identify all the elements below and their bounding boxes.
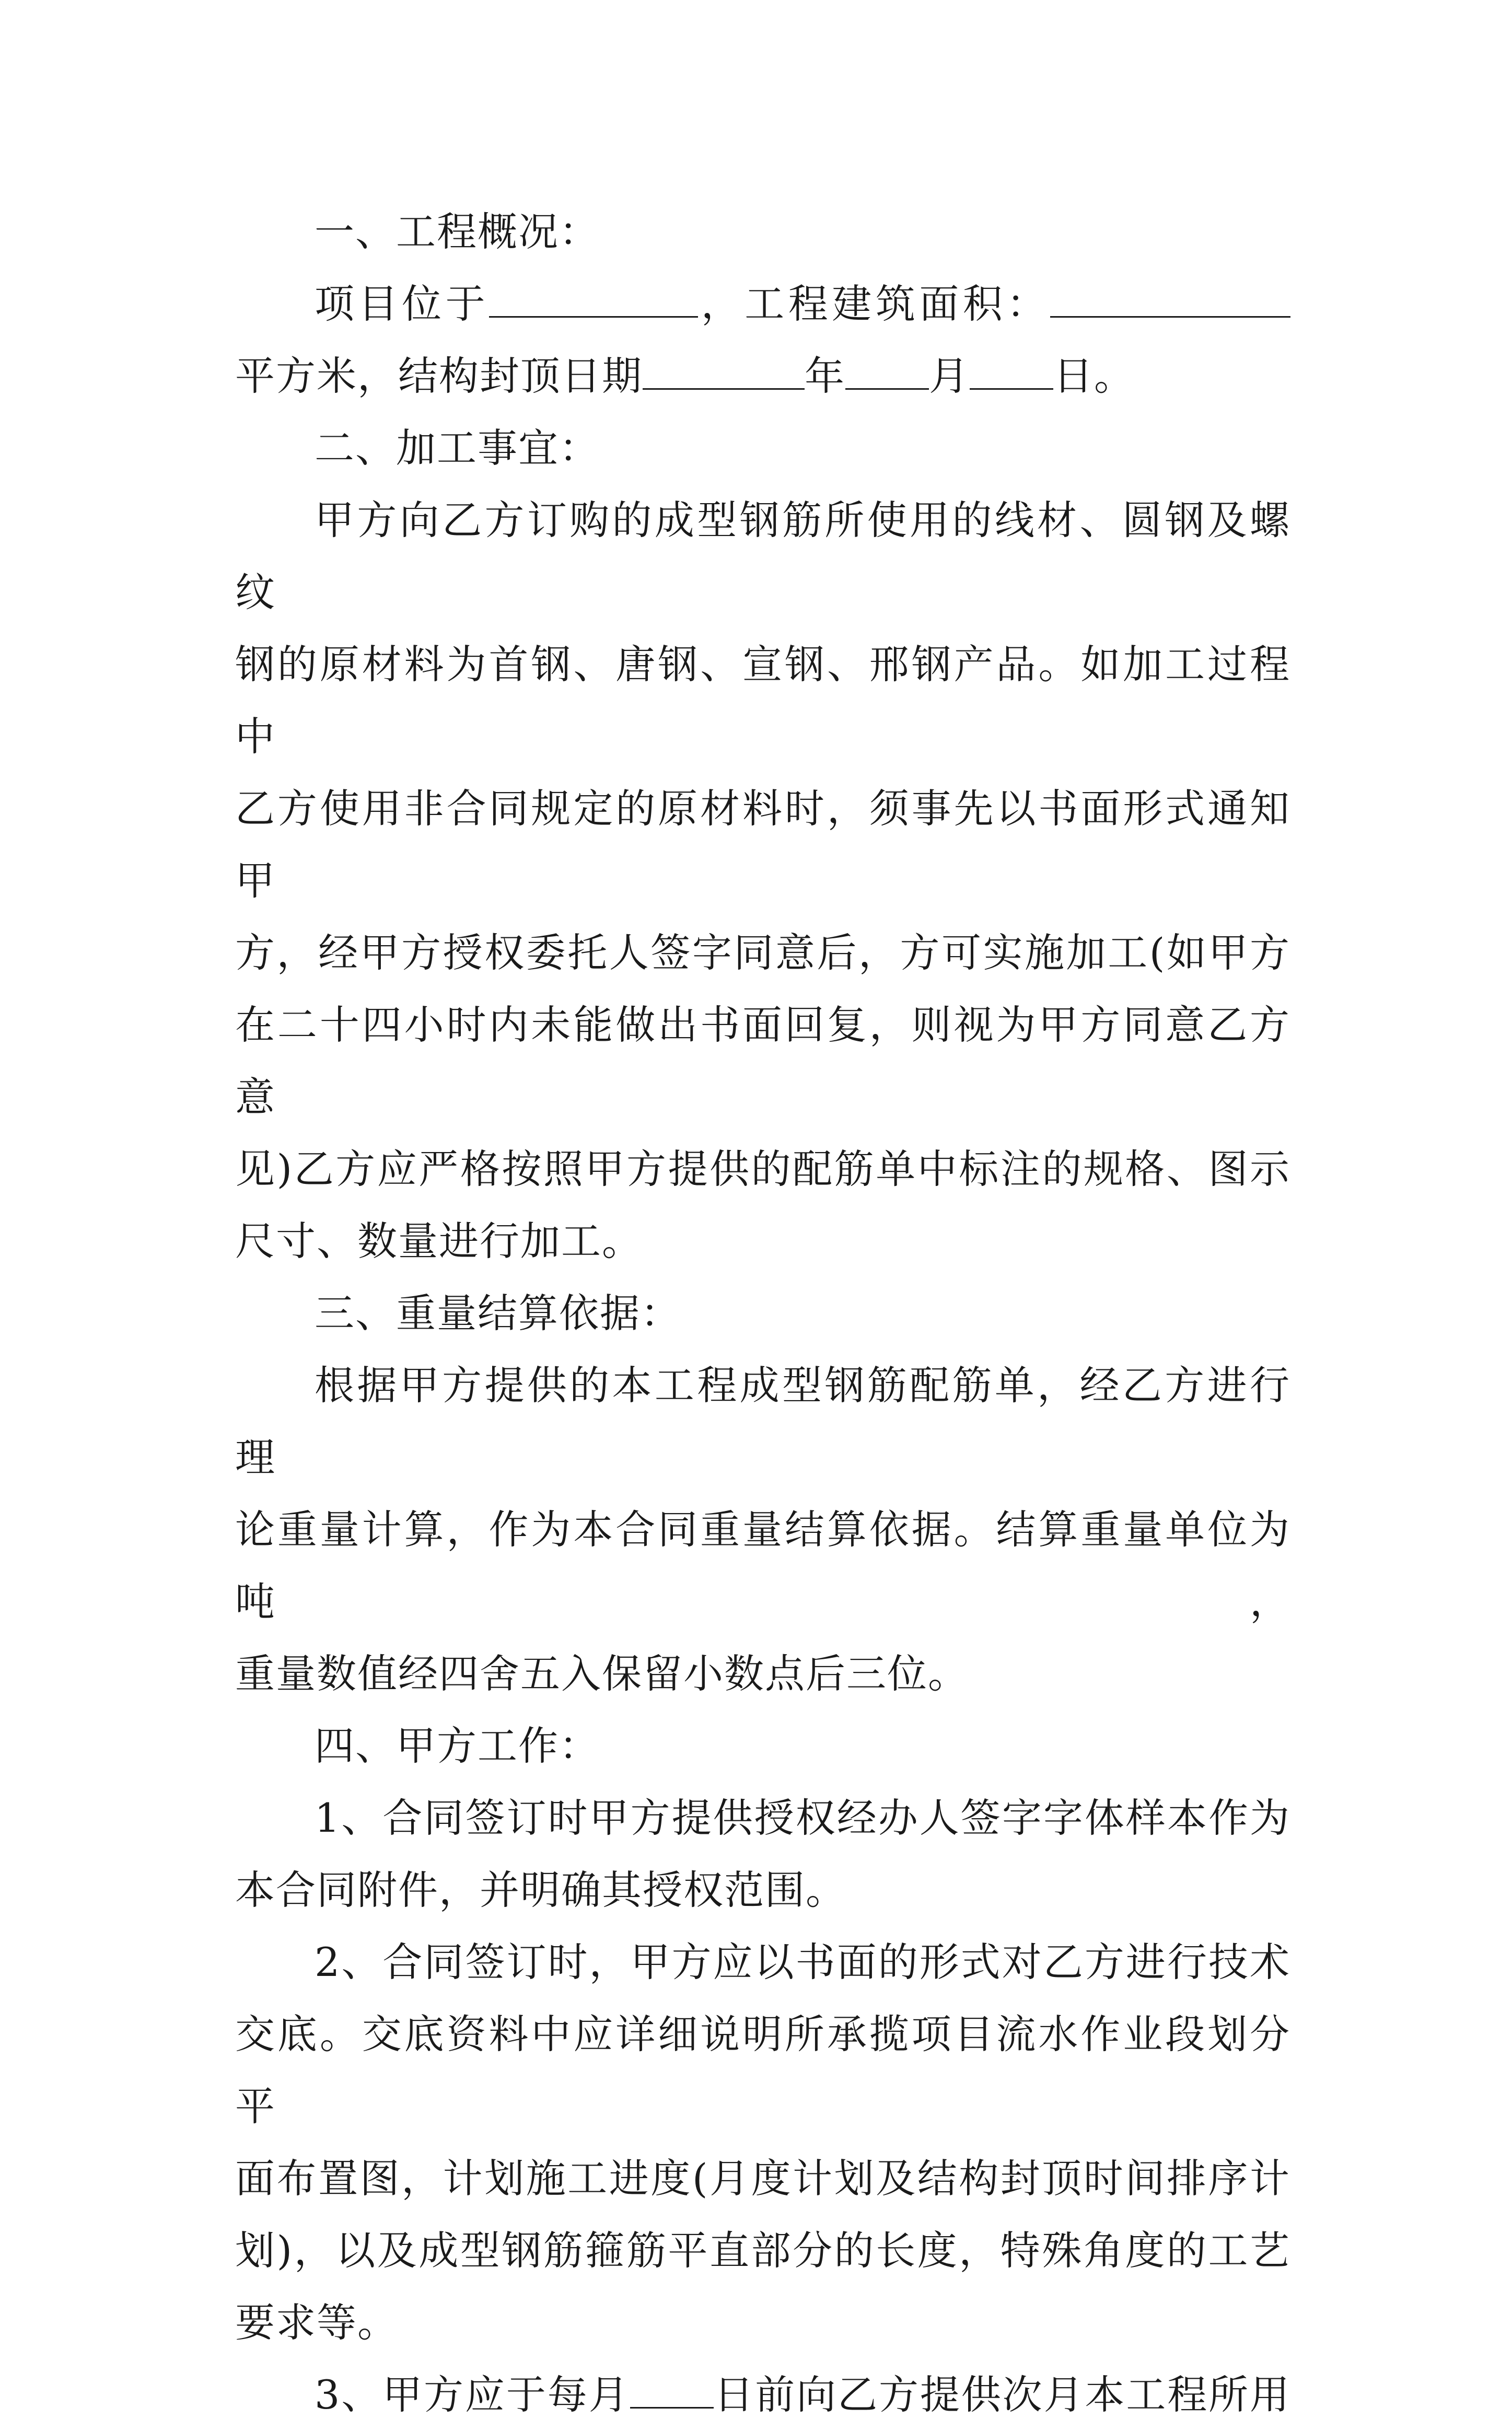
processing-line: 甲方向乙方订购的成型钢筋所使用的线材、圆钢及螺纹 bbox=[235, 497, 1290, 615]
processing-line: 方，经甲方授权委托人签字同意后，方可实施加工(如甲方 bbox=[235, 929, 1290, 976]
duty-item-2-line: 要求等。 bbox=[235, 2299, 398, 2346]
processing-line: 钢的原材料为首钢、唐钢、宣钢、邢钢产品。如加工过程中 bbox=[235, 641, 1290, 760]
overview-line-2: 平方米，结构封顶日期 年 月 日。 bbox=[235, 353, 1135, 399]
duty-item-2-line: 面布置图，计划施工进度(月度计划及结构封顶时间排序计 bbox=[235, 2155, 1290, 2202]
processing-line: 见)乙方应严格按照甲方提供的配筋单中标注的规格、图示 bbox=[235, 1146, 1290, 1192]
processing-line: 尺寸、数量进行加工。 bbox=[235, 1218, 643, 1264]
section-heading-processing: 二、加工事宜： bbox=[315, 425, 600, 471]
day-blank[interactable] bbox=[970, 352, 1053, 390]
duty-item-2-line: 2、合同签订时，甲方应以书面的形式对乙方进行技术 bbox=[315, 1939, 1290, 1985]
weight-line: 重量数值经四舍五入保留小数点后三位。 bbox=[235, 1650, 969, 1697]
overview-line-1: 项目位于 ，工程建筑面积： bbox=[235, 268, 1290, 340]
contract-text bbox=[235, 196, 1290, 2431]
section-heading-weight: 三、重量结算依据： bbox=[315, 1290, 681, 1336]
duty-item-1-line: 本合同附件，并明确其授权范围。 bbox=[235, 1867, 846, 1913]
section-heading-party-a-duties: 四、甲方工作： bbox=[315, 1723, 600, 1769]
processing-line: 在二十四小时内未能做出书面回复，则视为甲方同意乙方意 bbox=[235, 1002, 1290, 1120]
processing-line: 乙方使用非合同规定的原材料时，须事先以书面形式通知甲 bbox=[235, 785, 1290, 904]
weight-line: 论重量计算，作为本合同重量结算依据。结算重量单位为吨， bbox=[235, 1506, 1290, 1625]
location-blank[interactable] bbox=[489, 280, 698, 318]
monthly-day-blank[interactable] bbox=[630, 2370, 714, 2409]
duty-item-2-line: 划)，以及成型钢筋箍筋平直部分的长度，特殊角度的工艺 bbox=[235, 2227, 1290, 2274]
duty-item-3-line: 3、甲方应于每月 日前向乙方提供次月本工程所用 bbox=[315, 2371, 1290, 2418]
year-blank[interactable] bbox=[643, 352, 805, 390]
section-heading-overview: 一、工程概况： bbox=[315, 208, 600, 255]
duty-item-1-line: 1、合同签订时甲方提供授权经办人签字字体样本作为 bbox=[315, 1795, 1290, 1841]
month-blank[interactable] bbox=[845, 352, 929, 390]
area-blank[interactable] bbox=[1050, 280, 1290, 318]
duty-item-2-line: 交底。交底资料中应详细说明所承揽项目流水作业段划分平 bbox=[235, 2011, 1290, 2130]
weight-line: 根据甲方提供的本工程成型钢筋配筋单，经乙方进行理 bbox=[235, 1362, 1290, 1481]
